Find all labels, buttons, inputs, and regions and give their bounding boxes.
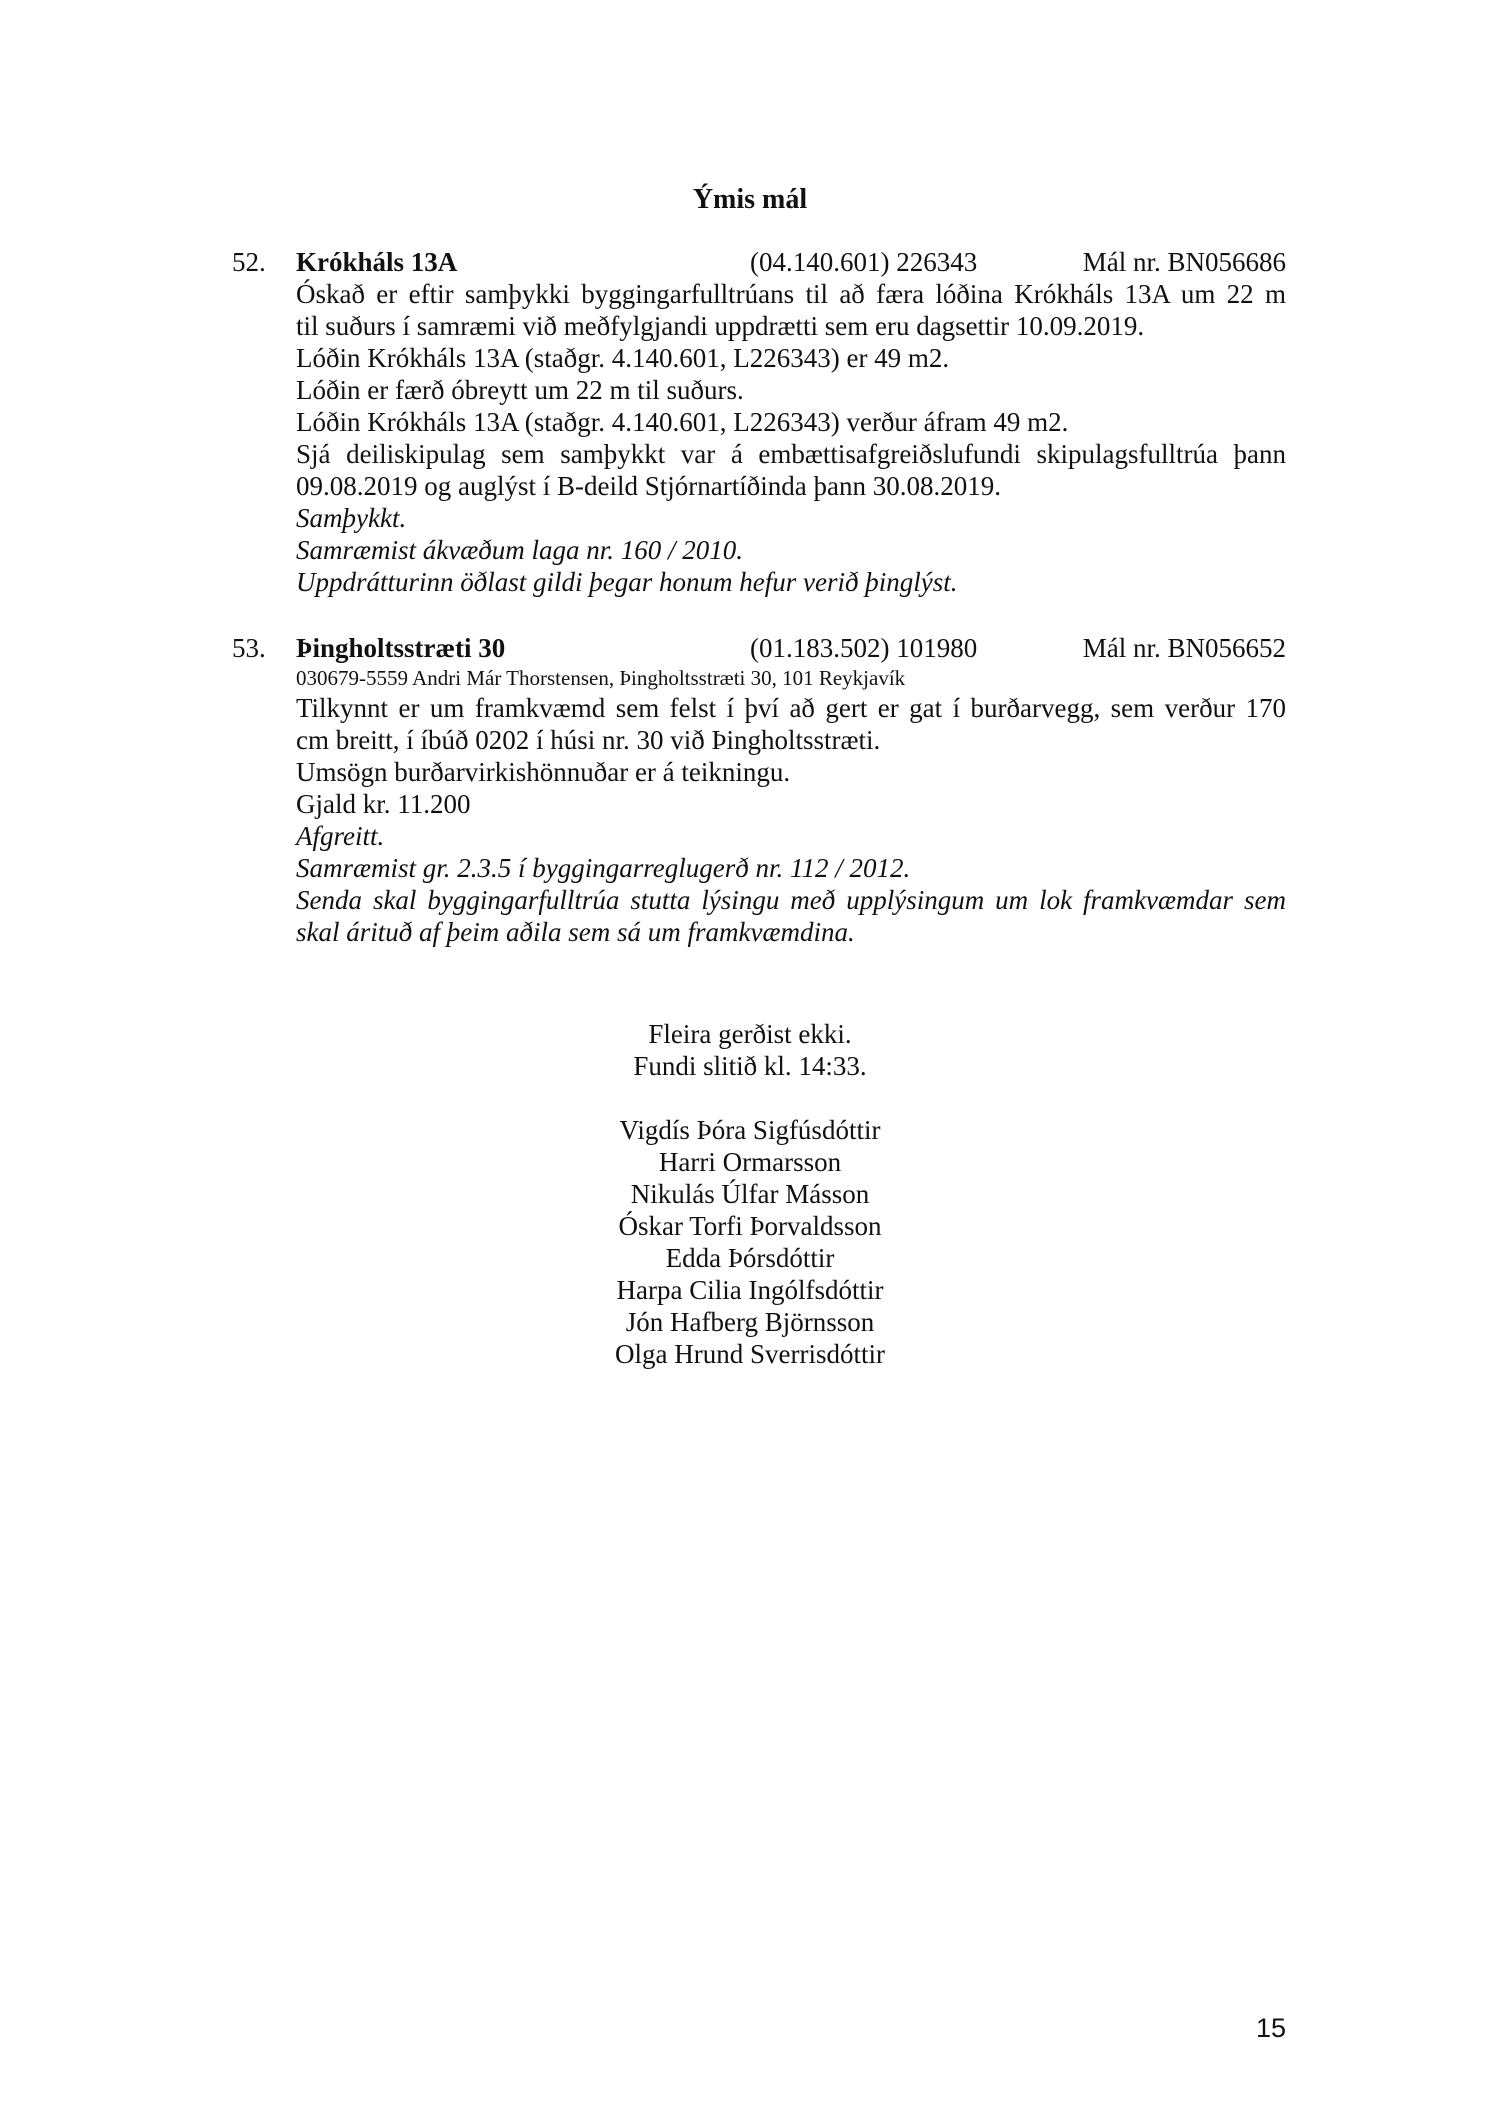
body-line: til suðurs í samræmi við meðfylgjandi uppdrætti sem eru dagsettir 10.09.2019.: [296, 311, 1145, 341]
body-line: Umsögn burðarvirkishönnuðar er á teikningu.: [296, 757, 791, 787]
case-body: [296, 278, 1286, 598]
case-header: [232, 632, 1286, 664]
conformity-note: Samræmist gr. 2.3.5 í byggingarreglugerð nr. 112 / 2012.: [296, 853, 911, 883]
closing-block: [0, 1018, 1500, 1370]
signatory-name: Harri Ormarsson: [658, 1147, 842, 1177]
signatory-name: Harpa Cilia Ingólfsdóttir: [616, 1275, 884, 1305]
case-id: Mál nr. BN056686: [1082, 247, 1286, 277]
signatory-name: Vigdís Þóra Sigfúsdóttir: [619, 1115, 881, 1145]
applicant-line: 030679-5559 Andri Már Thorstensen, Þingholtsstræti 30, 101 Reykjavík: [296, 666, 906, 690]
case-number: 53.: [232, 633, 266, 663]
body-line: Lóðin Krókháls 13A (staðgr. 4.140.601, L226343) verður áfram 49 m2.: [296, 407, 1069, 437]
signatory-name: Jón Hafberg Björnsson: [625, 1307, 875, 1337]
signatory-name: Edda Þórsdóttir: [665, 1243, 835, 1273]
closing-line: Fleira gerðist ekki.: [648, 1019, 852, 1049]
case-address: Krókháls 13A: [296, 247, 458, 277]
case-address: Þingholtsstræti 30: [296, 633, 506, 663]
case-body: [296, 664, 1286, 948]
body-line: 09.08.2019 og auglýst í B-deild Stjórnartíðinda þann 30.08.2019.: [296, 471, 1001, 501]
conformity-note: Samræmist ákvæðum laga nr. 160 / 2010.: [296, 535, 744, 565]
case-reference: (04.140.601) 226343: [750, 247, 978, 277]
body-line: Lóðin Krókháls 13A (staðgr. 4.140.601, L226343) er 49 m2.: [296, 343, 950, 373]
signatory-name: Nikulás Úlfar Másson: [630, 1179, 870, 1209]
section-title: Ýmis mál: [692, 184, 808, 215]
case-number: 52.: [232, 247, 266, 277]
meeting-end-line: Fundi slitið kl. 14:33.: [633, 1051, 867, 1081]
decision-text: Afgreitt.: [296, 821, 385, 851]
body-line: Sjá deiliskipulag sem samþykkt var á embættisafgreiðslufundi skipulagsfulltrúa þann: [296, 439, 1286, 469]
case-reference: (01.183.502) 101980: [750, 633, 978, 663]
body-line: Óskað er eftir samþykki byggingarfulltrúans til að færa lóðina Krókháls 13A um 22 m: [296, 279, 1286, 309]
case-item-52: [232, 246, 1286, 598]
body-line: Tilkynnt er um framkvæmd sem felst í því að gert er gat í burðarvegg, sem verður 170: [296, 693, 1286, 723]
fee-line: Gjald kr. 11.200: [296, 789, 471, 819]
signatory-name: Olga Hrund Sverrisdóttir: [615, 1339, 885, 1369]
instruction-note: skal árituð af þeim aðila sem sá um framkvæmdina.: [296, 917, 855, 947]
page-number: 15: [1255, 2013, 1286, 2043]
validity-note: Uppdrátturinn öðlast gildi þegar honum hefur verið þinglýst.: [296, 567, 958, 597]
decision-text: Samþykkt.: [296, 503, 407, 533]
body-line: Lóðin er færð óbreytt um 22 m til suðurs.: [296, 375, 744, 405]
body-line: cm breitt, í íbúð 0202 í húsi nr. 30 við Þingholtsstræti.: [296, 725, 881, 755]
signatory-name: Óskar Torfi Þorvaldsson: [618, 1211, 882, 1241]
case-item-53: [232, 632, 1286, 948]
instruction-note: Senda skal byggingarfulltrúa stutta lýsingu með upplýsingum um lok framkvæmdar sem: [296, 885, 1286, 915]
case-header: [232, 246, 1286, 278]
case-id: Mál nr. BN056652: [1082, 633, 1286, 663]
